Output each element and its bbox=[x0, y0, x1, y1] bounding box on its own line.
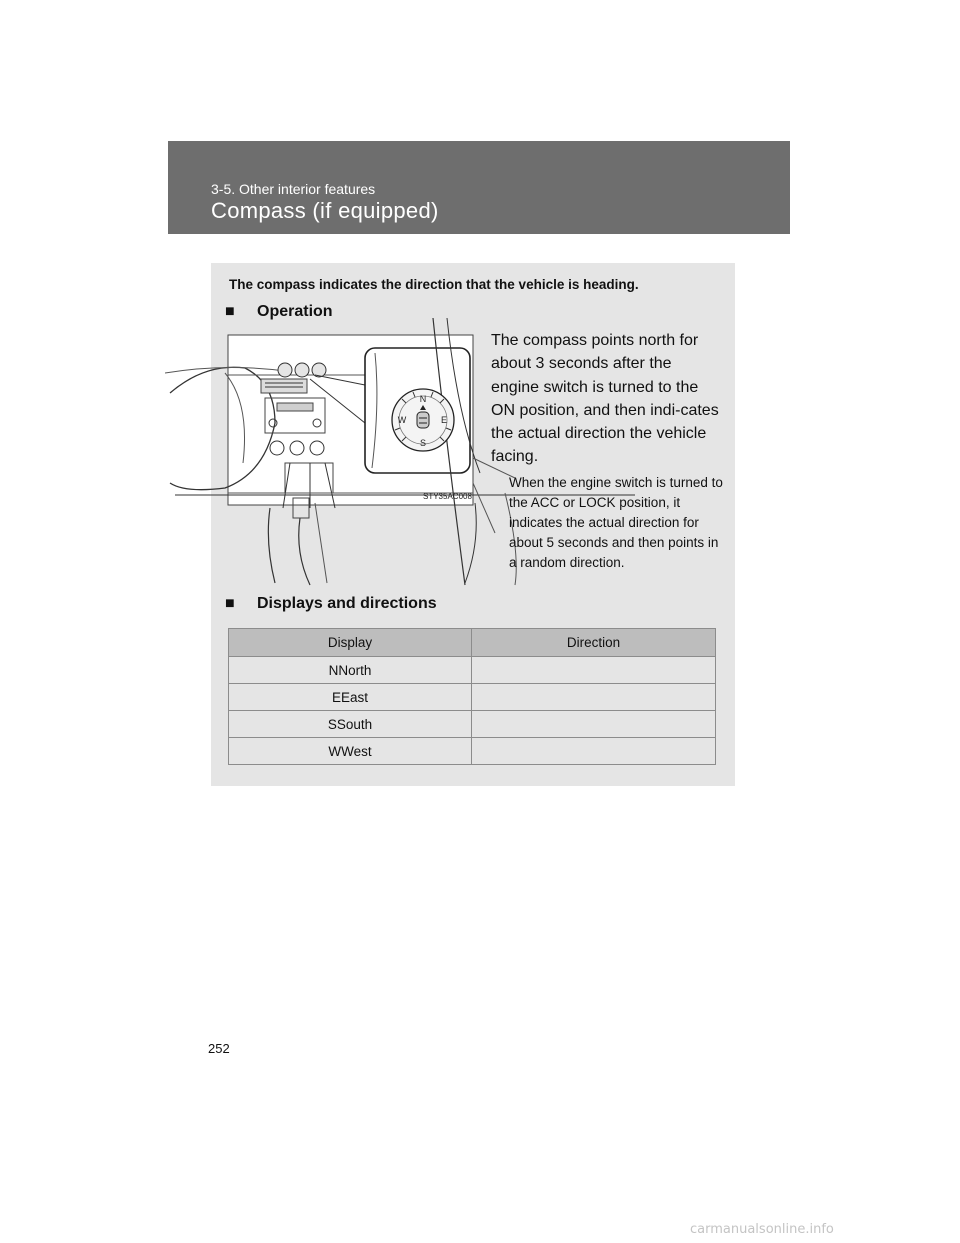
compass-letter-s: S bbox=[419, 438, 427, 448]
displays-heading-label: Displays and directions bbox=[257, 595, 437, 612]
displays-heading bbox=[225, 595, 437, 613]
operation-note: When the engine switch is turned to the ACC or LOCK position, it indicates the actual direction for about 5 seconds and then points in a random direction. bbox=[509, 475, 723, 570]
table-row bbox=[229, 711, 716, 738]
column-header-display: Display bbox=[229, 629, 472, 657]
page-number: 252 bbox=[208, 1041, 230, 1056]
table-row bbox=[229, 684, 716, 711]
operation-callout: The compass points north for about 3 seconds after the engine switch is turned to the ON position, and then indi-cates the actual direction the vehicle facing. bbox=[491, 332, 719, 466]
directions-table bbox=[228, 628, 716, 765]
compass-letter-n: N bbox=[419, 394, 427, 404]
display-cell: NNorth bbox=[229, 657, 472, 684]
display-cell: WWest bbox=[229, 738, 472, 765]
compass-dial bbox=[392, 389, 454, 451]
table-row bbox=[229, 657, 716, 684]
bullet-icon: ■ bbox=[225, 303, 235, 320]
direction-cell bbox=[472, 657, 716, 684]
display-cell: SSouth bbox=[229, 711, 472, 738]
operation-heading-label: Operation bbox=[257, 303, 333, 320]
direction-cell bbox=[472, 711, 716, 738]
figure-id: STY35AC008 bbox=[423, 492, 472, 501]
bullet-icon: ■ bbox=[225, 595, 235, 612]
compass-letter-e: E bbox=[440, 415, 448, 425]
intro-text: The compass indicates the direction that the vehicle is heading. bbox=[229, 277, 639, 292]
direction-cell bbox=[472, 684, 716, 711]
page-title: Compass (if equipped) bbox=[211, 198, 439, 223]
section-label: 3-5. Other interior features bbox=[211, 181, 376, 197]
table-row bbox=[229, 738, 716, 765]
header-band bbox=[168, 141, 790, 234]
display-cell: EEast bbox=[229, 684, 472, 711]
table-header-row bbox=[229, 629, 716, 657]
watermark: carmanualsonline.info bbox=[690, 1222, 834, 1237]
direction-cell bbox=[472, 738, 716, 765]
column-header-direction: Direction bbox=[472, 629, 716, 657]
compass-letter-w: W bbox=[397, 415, 407, 425]
